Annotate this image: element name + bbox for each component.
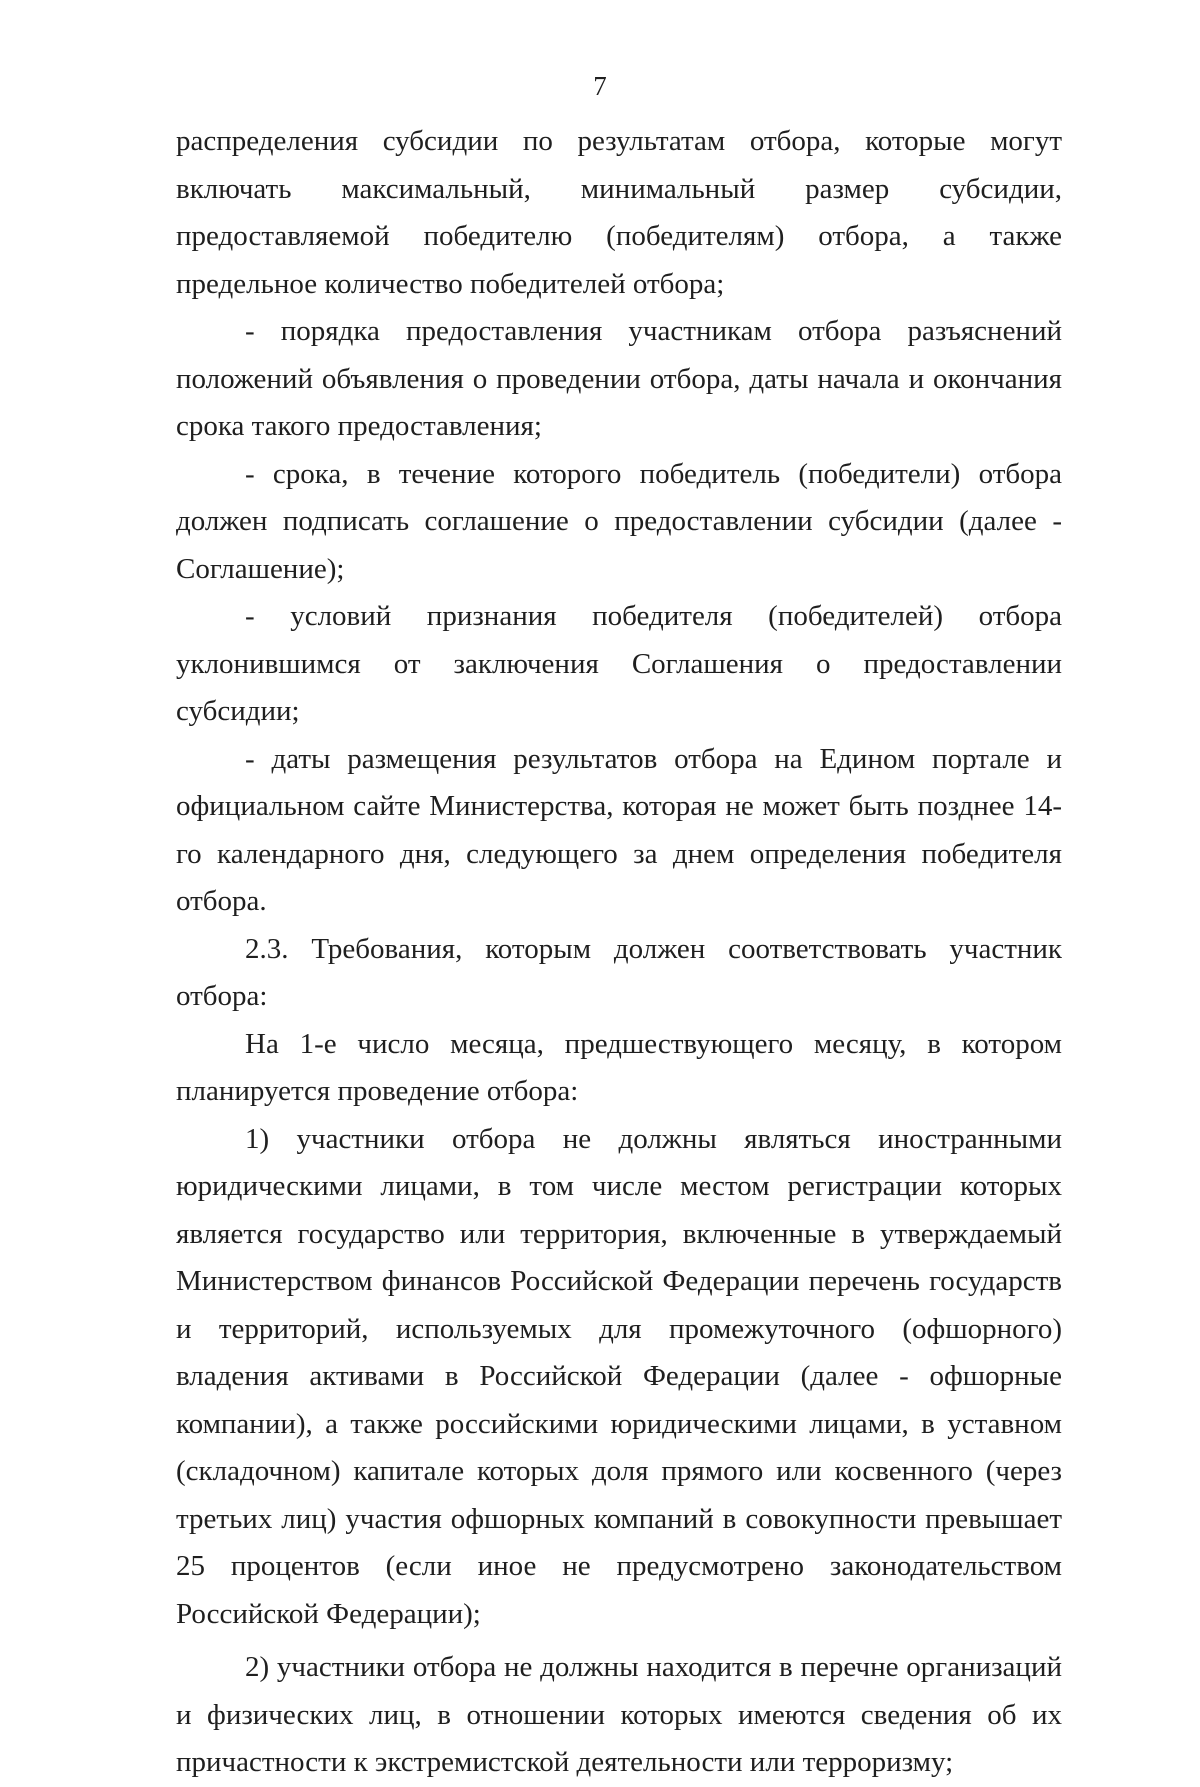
paragraph-clarification-procedure: - порядка предоставления участникам отбора разъяснений положений объявления о проведении отбора, даты начала и окончания срока такого предоставления; <box>176 315 1062 442</box>
paragraph-evasion-conditions: - условий признания победителя (победителей) отбора уклонившимся от заключения Соглашения о предоставлении субсидии; <box>176 600 1062 727</box>
document-body <box>176 118 1062 1787</box>
paragraph-requirement-2: 2) участники отбора не должны находится в перечне организаций и физических лиц, в отношении которых имеются сведения об их причастности к экстремистской деятельности или терроризму; <box>176 1651 1062 1778</box>
paragraph-agreement-deadline: - срока, в течение которого победитель (победители) отбора должен подписать соглашение о предоставлении субсидии (далее - Соглашение); <box>176 457 1062 585</box>
paragraph-continuation: распределения субсидии по результатам отбора, которые могут включать максимальный, минимальный размер субсидии, предоставляемой победителю (победителям) отбора, а также предельное количество победителей отбора; <box>176 125 1062 300</box>
page-number: 7 <box>593 71 607 101</box>
paragraph-requirement-1: 1) участники отбора не должны являться иностранными юридическими лицами, в том числе местом регистрации которых является государство или территория, включенные в утверждаемый Министерством финансов Российской Федерации перечень государств и территорий, используемых для промежуточного (офшорного) владения активами в Российской Федерации (далее - офшорные компании), а также российскими юридическими лицами, в уставном (складочном) капитале которых доля прямого или косвенного (через третьих лиц) участия офшорных компаний в совокупности превышает 25 процентов (если иное не предусмотрено законодательством Российской Федерации); <box>176 1122 1062 1630</box>
paragraph-results-publication: - даты размещения результатов отбора на Едином портале и официальном сайте Министерства, которая не может быть позднее 14-го календарного дня, следующего за днем определения победителя отбора. <box>176 742 1062 917</box>
paragraph-reference-date: На 1-е число месяца, предшествующего месяцу, в котором планируется проведение отбора: <box>176 1027 1062 1107</box>
paragraph-section-2-3-heading: 2.3. Требования, которым должен соответствовать участник отбора: <box>176 932 1062 1012</box>
